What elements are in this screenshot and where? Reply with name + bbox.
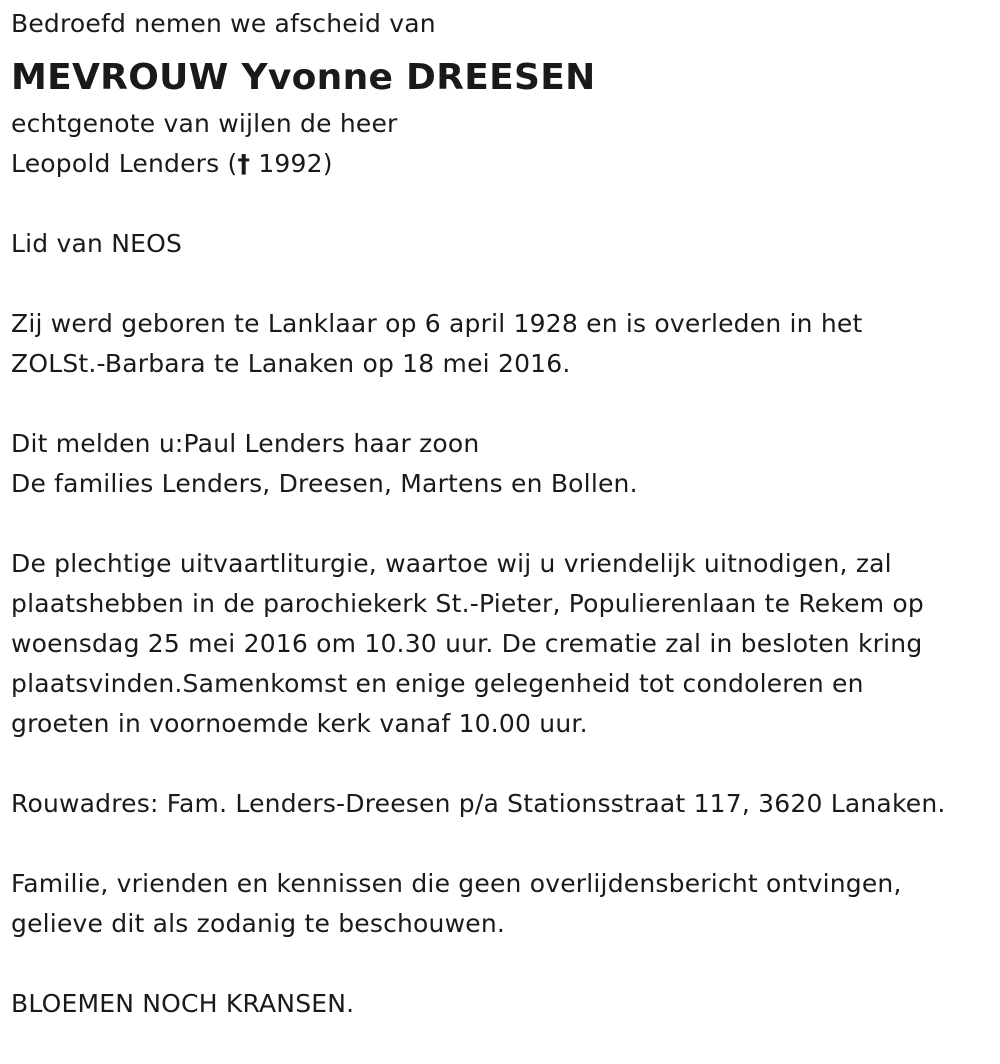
funeral-line: plaatshebben in de parochiekerk St.-Pieter, Populierenlaan te Rekem op [11,589,924,618]
spacer [11,184,990,224]
spouse-death-year: 1992) [258,149,333,178]
birth-death-line: ZOLSt.-Barbara te Lanaken op 18 mei 2016. [11,349,571,378]
notice-line: Familie, vrienden en kennissen die geen overlijdensbericht ontvingen, [11,869,902,898]
deceased-name: MEVROUW Yvonne DREESEN [11,57,596,98]
spouse-line: echtgenote van wijlen de heer [11,109,398,138]
spacer [11,264,990,304]
spouse-name-prefix: Leopold Lenders ( [11,149,238,178]
flowers-note: BLOEMEN NOCH KRANSEN. [11,989,355,1018]
announcers-line: De families Lenders, Dreesen, Martens en Bollen. [11,469,638,498]
funeral-line: groeten in voornoemde kerk vanaf 10.00 uur. [11,709,588,738]
announcers-line: Dit melden u:Paul Lenders haar zoon [11,429,480,458]
obituary-notice [11,4,990,1024]
cross-icon: † [237,149,251,178]
notice-line: gelieve dit als zodanig te beschouwen. [11,909,506,938]
mourning-address: Rouwadres: Fam. Lenders-Dreesen p/a Stationsstraat 117, 3620 Lanaken. [11,789,946,818]
spacer [11,744,990,784]
spacer [11,504,990,544]
spacer [11,824,990,864]
birth-death-line: Zij werd geboren te Lanklaar op 6 april 1928 en is overleden in het [11,309,863,338]
intro-text: Bedroefd nemen we afscheid van [11,9,436,38]
spacer [11,944,990,984]
funeral-line: plaatsvinden.Samenkomst en enige gelegenheid tot condoleren en [11,669,864,698]
spouse-name-line [11,144,990,184]
funeral-line: woensdag 25 mei 2016 om 10.30 uur. De crematie zal in besloten kring [11,629,923,658]
membership-text: Lid van NEOS [11,229,183,258]
spacer [11,384,990,424]
funeral-line: De plechtige uitvaartliturgie, waartoe wij u vriendelijk uitnodigen, zal [11,549,892,578]
